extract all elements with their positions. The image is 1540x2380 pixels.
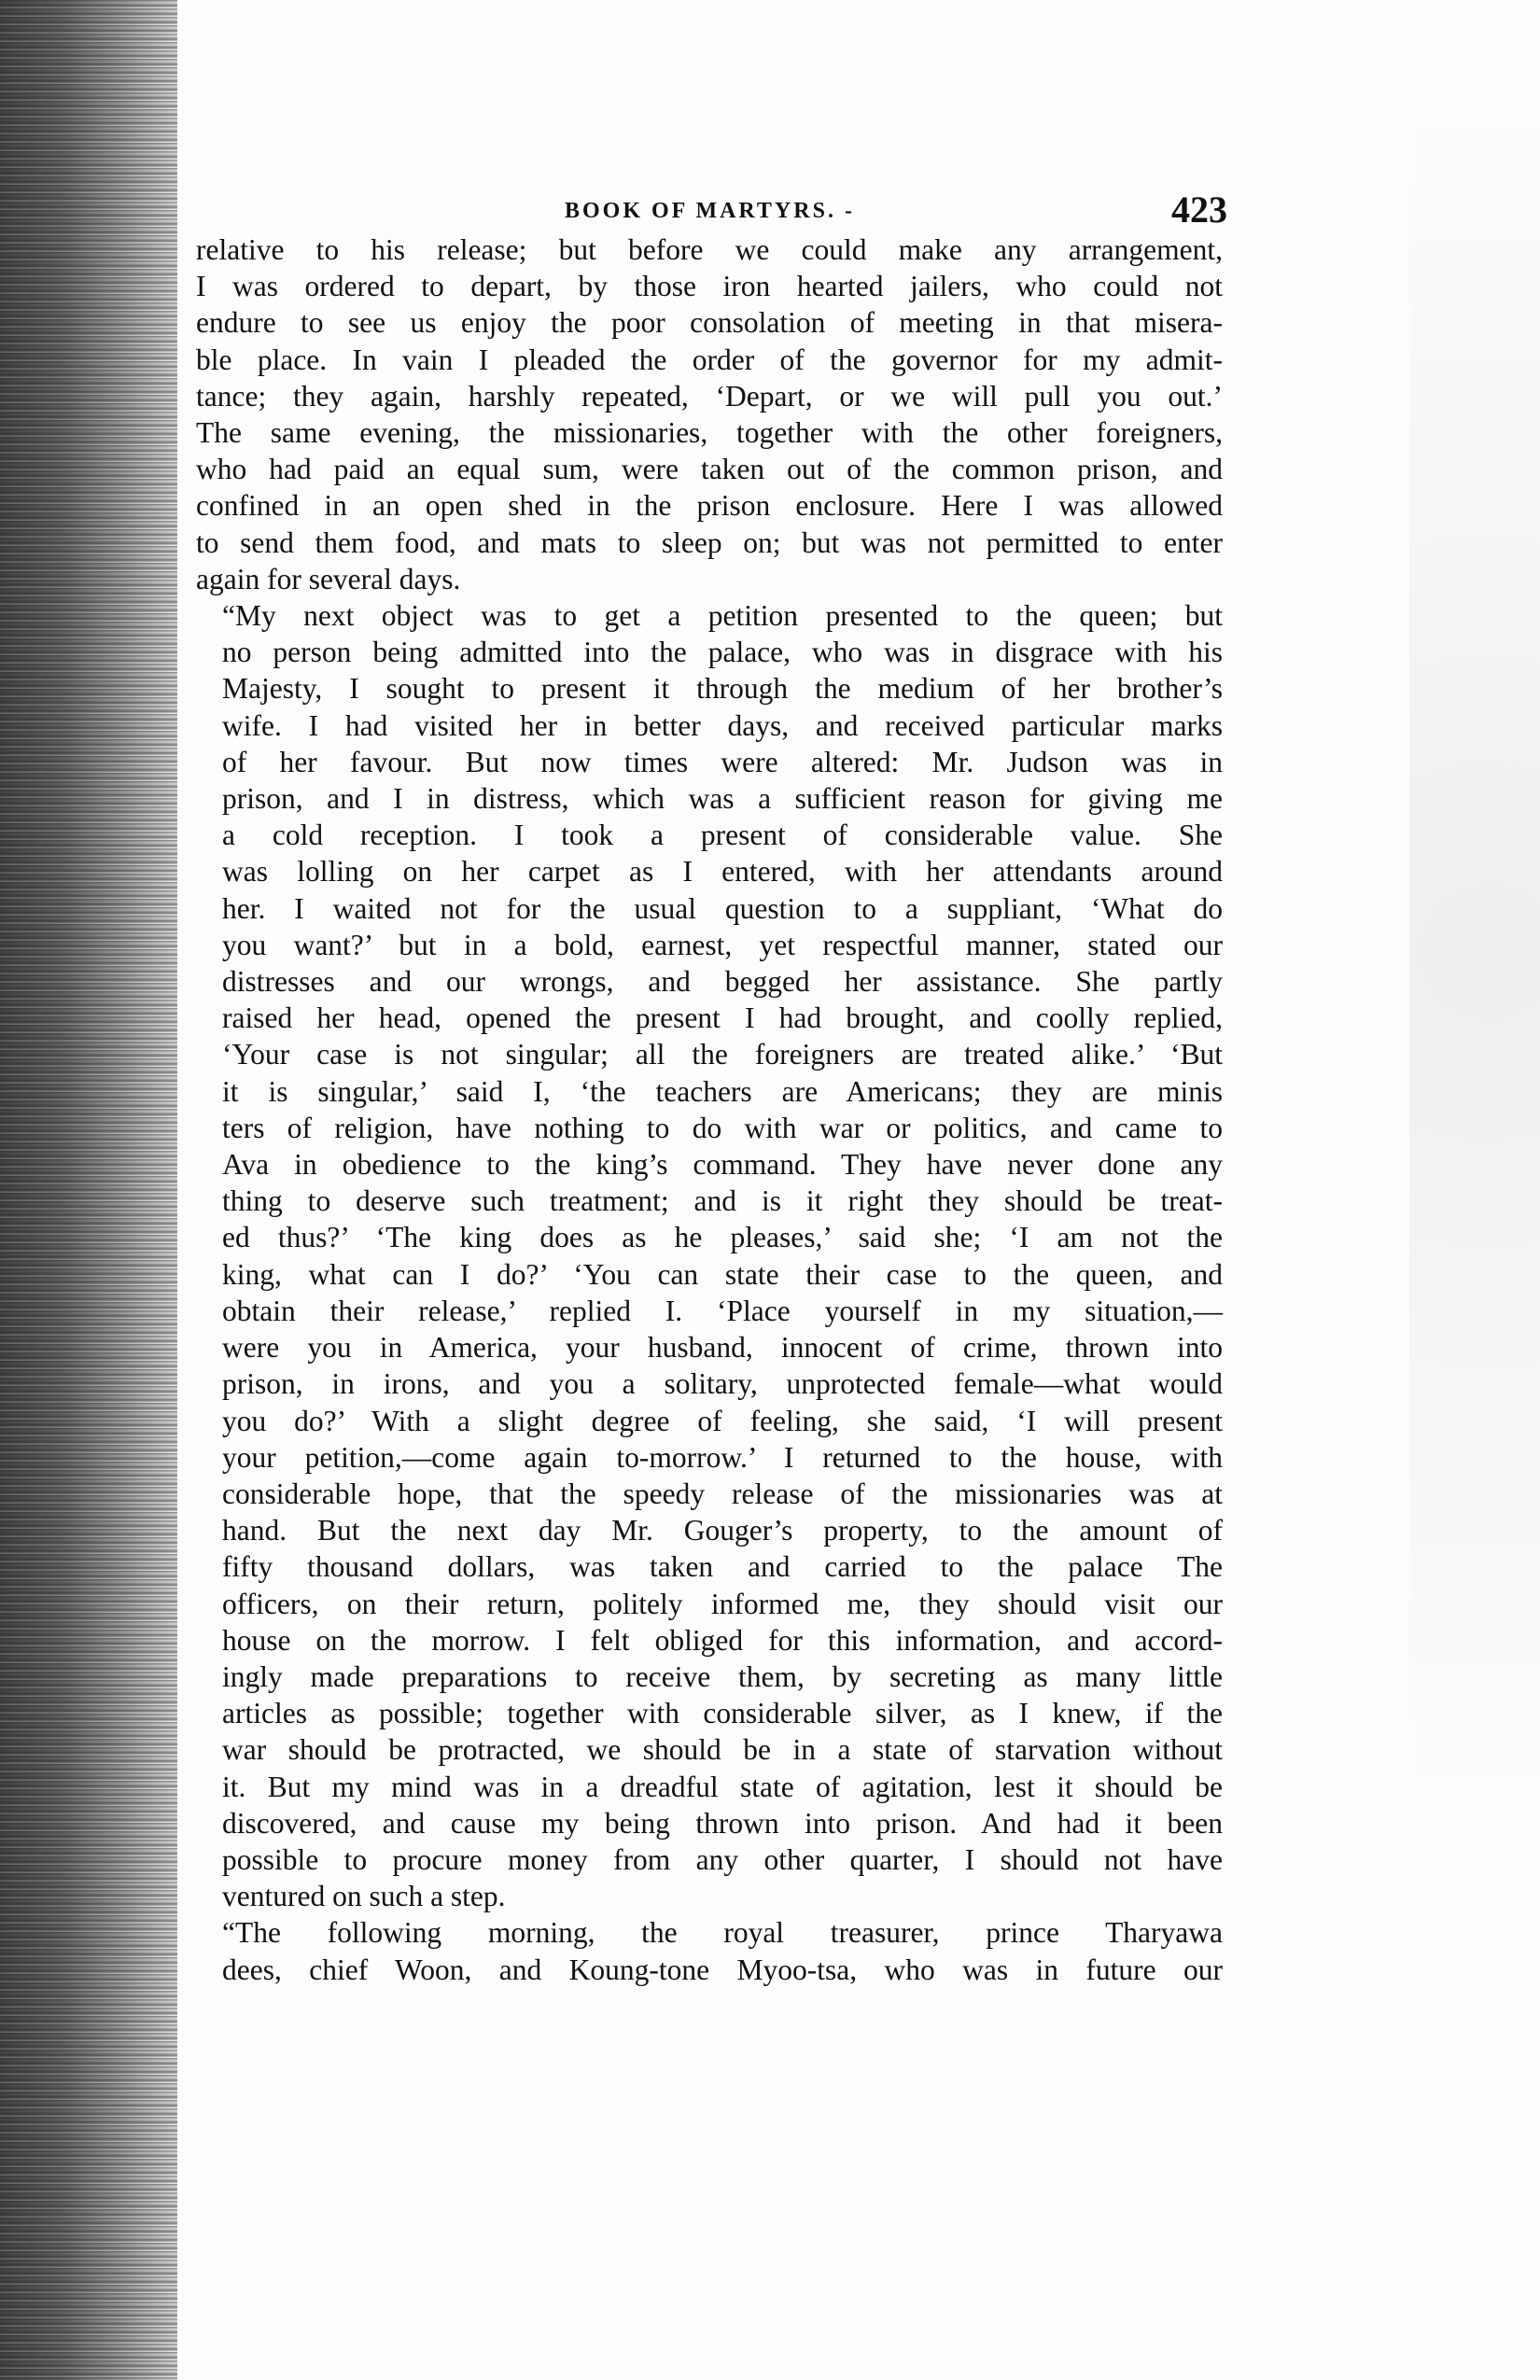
- text-line: were you in America, your husband, innocent of crime, thrown into: [222, 1331, 1223, 1365]
- text-line: considerable hope, that the speedy release of the missionaries was at: [222, 1477, 1223, 1510]
- text-line: endure to see us enjoy the poor consolation of meeting in that misera-: [196, 306, 1223, 340]
- text-line: relative to his release; but before we could make any arrangement,: [196, 233, 1223, 266]
- page-number: 423: [1171, 189, 1227, 231]
- body-text: [196, 231, 1223, 1988]
- text-line: confined in an open shed in the prison enclosure. Here I was allowed: [196, 489, 1223, 523]
- text-line: dees, chief Woon, and Koung-tone Myoo-tsa, who was in future our: [222, 1953, 1223, 1986]
- text-line: it is singular,’ said I, ‘the teachers are Americans; they are minis: [222, 1074, 1223, 1108]
- text-line: king, what can I do?’ ‘You can state their case to the queen, and: [222, 1257, 1223, 1291]
- text-line: wife. I had visited her in better days, and received particular marks: [222, 708, 1223, 742]
- text-line: you do?’ With a slight degree of feeling, she said, ‘I will present: [222, 1404, 1223, 1437]
- text-line: discovered, and cause my being thrown into prison. And had it been: [222, 1806, 1223, 1840]
- text-line: raised her head, opened the present I had brought, and coolly replied,: [222, 1001, 1223, 1035]
- binding-shadow: [0, 0, 177, 2380]
- paragraph: [196, 597, 1223, 1914]
- paragraph: [196, 231, 1223, 597]
- text-line: ventured on such a step.: [222, 1880, 506, 1913]
- page-edge-speckle: [1409, 0, 1540, 2380]
- text-line: her. I waited not for the usual question to a suppliant, ‘What do: [222, 891, 1223, 925]
- text-line: ‘Your case is not singular; all the foreigners are treated alike.’ ‘But: [222, 1038, 1223, 1071]
- text-line: was lolling on her carpet as I entered, with her attendants around: [222, 855, 1223, 889]
- text-line: ed thus?’ ‘The king does as he pleases,’ said she; ‘I am not the: [222, 1221, 1223, 1254]
- text-line: possible to procure money from any other quarter, I should not have: [222, 1842, 1223, 1876]
- text-line: prison, and I in distress, which was a sufficient reason for giving me: [222, 782, 1223, 816]
- text-line: I was ordered to depart, by those iron hearted jailers, who could not: [196, 270, 1223, 303]
- text-line: ingly made preparations to receive them, by secreting as many little: [222, 1659, 1223, 1693]
- text-line: it. But my mind was in a dreadful state of agitation, lest it should be: [222, 1770, 1223, 1803]
- text-line: no person being admitted into the palace, who was in disgrace with his: [222, 636, 1223, 669]
- text-line: you want?’ but in a bold, earnest, yet respectful manner, stated our: [222, 928, 1223, 961]
- text-line: distresses and our wrongs, and begged her assistance. She partly: [222, 965, 1223, 999]
- running-head: BOOK OF MARTYRS. -: [565, 199, 855, 223]
- text-line: Ava in obedience to the king’s command. They have never done any: [222, 1148, 1223, 1182]
- text-line: who had paid an equal sum, were taken out of the common prison, and: [196, 453, 1223, 486]
- text-line: fifty thousand dollars, was taken and carried to the palace The: [222, 1550, 1223, 1584]
- text-line: The same evening, the missionaries, together with the other foreigners,: [196, 416, 1223, 450]
- text-line: a cold reception. I took a present of considerable value. She: [222, 819, 1223, 852]
- text-line: to send them food, and mats to sleep on; but was not permitted to enter: [196, 525, 1223, 559]
- text-line: obtain their release,’ replied I. ‘Place yourself in my situation,—: [222, 1294, 1223, 1327]
- text-line: Majesty, I sought to present it through the medium of her brother’s: [222, 672, 1223, 706]
- text-line: tance; they again, harshly repeated, ‘Depart, or we will pull you out.’: [196, 379, 1223, 413]
- text-line: prison, in irons, and you a solitary, unprotected female—what would: [222, 1367, 1223, 1401]
- text-line: “My next object was to get a petition presented to the queen; but: [222, 599, 1223, 633]
- text-line: again for several days.: [196, 562, 461, 595]
- text-line: of her favour. But now times were altered: Mr. Judson was in: [222, 745, 1223, 778]
- text-line: ble place. In vain I pleaded the order of the governor for my admit-: [196, 343, 1223, 376]
- text-line: officers, on their return, politely informed me, they should visit our: [222, 1587, 1223, 1620]
- paragraph: [196, 1914, 1223, 1987]
- text-line: war should be protracted, we should be in a state of starvation without: [222, 1733, 1223, 1767]
- text-line: hand. But the next day Mr. Gouger’s property, to the amount of: [222, 1514, 1223, 1547]
- text-line: house on the morrow. I felt obliged for this information, and accord-: [222, 1623, 1223, 1657]
- text-line: “The following morning, the royal treasurer, prince Tharyawa: [222, 1916, 1223, 1950]
- text-line: thing to deserve such treatment; and is it right they should be treat-: [222, 1184, 1223, 1218]
- text-line: your petition,—come again to-morrow.’ I returned to the house, with: [222, 1440, 1223, 1474]
- text-line: ters of religion, have nothing to do with war or politics, and came to: [222, 1111, 1223, 1144]
- text-line: articles as possible; together with considerable silver, as I knew, if the: [222, 1697, 1223, 1730]
